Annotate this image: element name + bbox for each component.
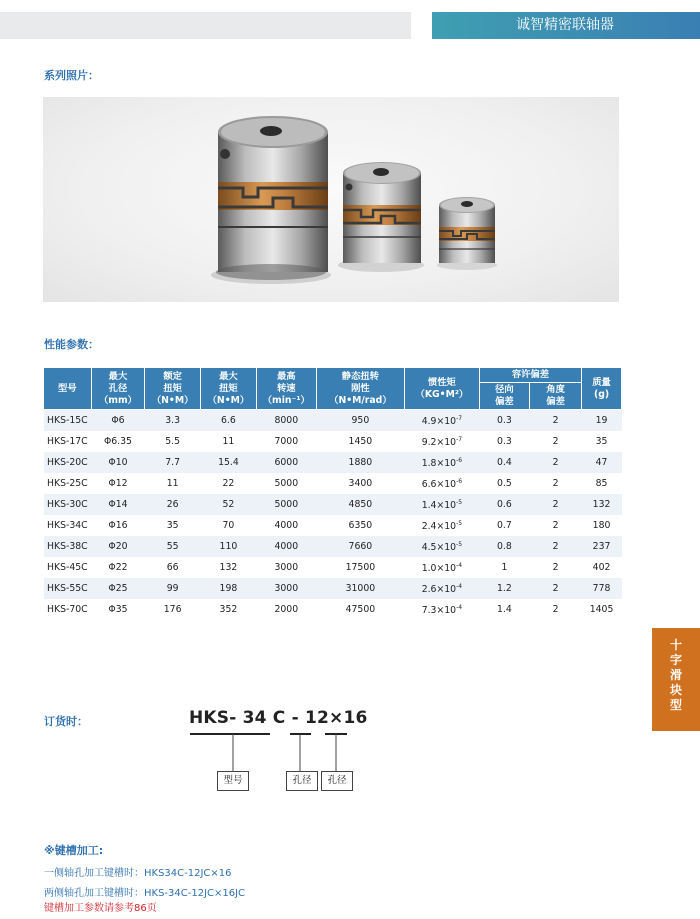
cell-angular: 2 bbox=[552, 603, 559, 615]
cell-angular: 2 bbox=[552, 456, 559, 468]
cell-radial: 1 bbox=[501, 561, 508, 573]
cell-radial: 1.2 bbox=[497, 582, 512, 594]
cell-model: HKS-25C bbox=[46, 477, 88, 489]
cell-bore: Φ12 bbox=[108, 477, 128, 489]
cell-inertia: $1.8\times 10^{-6}$ bbox=[421, 457, 463, 469]
cell-mass: 402 bbox=[592, 561, 611, 573]
cell-speed: 7000 bbox=[274, 435, 299, 447]
side-tab-char: 块 bbox=[669, 683, 682, 697]
cell-stiff: 1450 bbox=[348, 435, 373, 447]
cell-stiff: 950 bbox=[351, 414, 370, 426]
cell-rated: 5.5 bbox=[165, 435, 181, 447]
cell-radial: 0.6 bbox=[497, 498, 512, 510]
cell-stiff: 17500 bbox=[345, 561, 376, 573]
header-mass: 质量 (g) bbox=[582, 368, 622, 410]
cell-speed: 5000 bbox=[274, 477, 299, 489]
cell-inertia: $4.5\times 10^{-5}$ bbox=[421, 541, 463, 553]
cell-model: HKS-17C bbox=[46, 435, 88, 447]
cell-speed: 3000 bbox=[274, 561, 299, 573]
header-radial: 径向 偏差 bbox=[479, 383, 529, 410]
cell-mass: 1405 bbox=[589, 603, 614, 615]
header-max-speed: 最高 转速 （min⁻¹） bbox=[256, 368, 316, 410]
cell-model: HKS-34C bbox=[46, 519, 88, 531]
cell-radial: 0.3 bbox=[497, 435, 512, 447]
cell-max: 52 bbox=[222, 498, 235, 510]
header-bore: 最大 孔径 （mm） bbox=[91, 368, 145, 410]
cell-mass: 35 bbox=[595, 435, 608, 447]
cell-radial: 0.5 bbox=[497, 477, 512, 489]
cell-mass: 778 bbox=[592, 582, 611, 594]
cell-max: 22 bbox=[222, 477, 235, 489]
cell-max: 132 bbox=[219, 561, 238, 573]
cell-model: HKS-55C bbox=[46, 582, 88, 594]
cell-angular: 2 bbox=[552, 435, 559, 447]
cell-angular: 2 bbox=[552, 582, 559, 594]
cell-bore: Φ10 bbox=[108, 456, 128, 468]
cell-bore: Φ22 bbox=[108, 561, 128, 573]
header-inertia: 惯性矩 （KG•M²） bbox=[405, 368, 480, 410]
cell-model: HKS-15C bbox=[46, 414, 88, 426]
cell-bore: Φ20 bbox=[108, 540, 128, 552]
params-section-label: 性能参数： bbox=[44, 338, 99, 351]
cell-stiff: 6350 bbox=[348, 519, 373, 531]
side-tab-char: 字 bbox=[669, 653, 682, 667]
header-model: 型号 bbox=[44, 368, 92, 410]
side-tab-char: 十 bbox=[669, 638, 682, 652]
cell-angular: 2 bbox=[552, 540, 559, 552]
cell-inertia: $7.3\times 10^{-4}$ bbox=[421, 604, 463, 616]
cell-stiff: 47500 bbox=[345, 603, 376, 615]
header-angular: 角度 偏差 bbox=[530, 383, 582, 410]
cell-stiff: 4850 bbox=[348, 498, 373, 510]
cell-angular: 2 bbox=[552, 561, 559, 573]
cell-rated: 55 bbox=[166, 540, 179, 552]
keyway-line-two-sides: 两侧轴孔加工键槽时：HKS-34C-12JC×16JC bbox=[44, 888, 246, 899]
cell-model: HKS-70C bbox=[46, 603, 88, 615]
cell-speed: 4000 bbox=[274, 540, 299, 552]
cell-mass: 85 bbox=[595, 477, 608, 489]
cell-stiff: 31000 bbox=[345, 582, 376, 594]
header-stiffness: 静态扭转 刚性 （N•M/rad） bbox=[316, 368, 404, 410]
cell-model: HKS-30C bbox=[46, 498, 88, 510]
cell-inertia: $1.4\times 10^{-5}$ bbox=[421, 499, 463, 511]
cell-radial: 0.7 bbox=[497, 519, 512, 531]
header-rated-torque: 额定 扭矩 （N•M） bbox=[145, 368, 201, 410]
cell-stiff: 3400 bbox=[348, 477, 373, 489]
keyway-line-one-side: 一侧轴孔加工键槽时：HKS34C-12JC×16 bbox=[44, 868, 232, 879]
cell-max: 70 bbox=[222, 519, 235, 531]
cell-model: HKS-45C bbox=[46, 561, 88, 573]
cell-max: 11 bbox=[222, 435, 235, 447]
cell-max: 198 bbox=[219, 582, 238, 594]
order-label-bore-2: 孔径 bbox=[321, 771, 353, 791]
order-code-example: HKS- 34 C - 12×16 bbox=[189, 708, 368, 728]
keyway-reference-note: 键槽加工参数请参考86页 bbox=[44, 903, 157, 914]
cell-rated: 26 bbox=[166, 498, 179, 510]
cell-stiff: 1880 bbox=[348, 456, 373, 468]
side-tab-char: 型 bbox=[669, 698, 682, 712]
cell-rated: 66 bbox=[166, 561, 179, 573]
cell-angular: 2 bbox=[552, 477, 559, 489]
cell-rated: 99 bbox=[166, 582, 179, 594]
cell-max: 110 bbox=[219, 540, 238, 552]
cell-max: 15.4 bbox=[218, 456, 239, 468]
cell-model: HKS-20C bbox=[46, 456, 88, 468]
keyway-title: ※键槽加工: bbox=[44, 844, 104, 857]
cell-max: 6.6 bbox=[221, 414, 236, 426]
cell-rated: 176 bbox=[163, 603, 182, 615]
order-section-label: 订货时： bbox=[44, 715, 88, 728]
cell-radial: 0.3 bbox=[497, 414, 512, 426]
cell-bore: Φ6.35 bbox=[103, 435, 132, 447]
cell-speed: 2000 bbox=[274, 603, 299, 615]
cell-mass: 19 bbox=[595, 414, 608, 426]
cell-max: 352 bbox=[219, 603, 238, 615]
side-tab-char: 滑 bbox=[669, 668, 682, 682]
cell-radial: 0.8 bbox=[497, 540, 512, 552]
cell-inertia: $6.6\times 10^{-6}$ bbox=[421, 478, 463, 490]
cell-bore: Φ25 bbox=[108, 582, 128, 594]
cell-inertia: $1.0\times 10^{-4}$ bbox=[421, 562, 463, 574]
cell-rated: 3.3 bbox=[165, 414, 181, 426]
photos-section-label: 系列照片： bbox=[44, 69, 99, 82]
cell-bore: Φ14 bbox=[108, 498, 128, 510]
cell-mass: 237 bbox=[592, 540, 611, 552]
brand-title: 诚智精密联轴器 bbox=[516, 17, 614, 33]
cell-inertia: $9.2\times 10^{-7}$ bbox=[421, 436, 463, 448]
cell-bore: Φ6 bbox=[111, 414, 125, 426]
order-label-model: 型号 bbox=[217, 771, 249, 791]
cell-inertia: $4.9\times 10^{-7}$ bbox=[421, 415, 463, 427]
cell-mass: 180 bbox=[592, 519, 611, 531]
cell-mass: 132 bbox=[592, 498, 611, 510]
cell-angular: 2 bbox=[552, 414, 559, 426]
order-label-bore-1: 孔径 bbox=[286, 771, 318, 791]
cell-stiff: 7660 bbox=[348, 540, 373, 552]
cell-speed: 3000 bbox=[274, 582, 299, 594]
cell-speed: 8000 bbox=[274, 414, 299, 426]
cell-bore: Φ16 bbox=[108, 519, 128, 531]
cell-radial: 1.4 bbox=[497, 603, 512, 615]
cell-mass: 47 bbox=[595, 456, 608, 468]
cell-inertia: $2.4\times 10^{-5}$ bbox=[421, 520, 463, 532]
cell-speed: 4000 bbox=[274, 519, 299, 531]
cell-rated: 7.7 bbox=[165, 456, 181, 468]
header-misalignment: 容许偏差 bbox=[479, 368, 581, 383]
cell-speed: 5000 bbox=[274, 498, 299, 510]
cell-model: HKS-38C bbox=[46, 540, 88, 552]
cell-bore: Φ35 bbox=[108, 603, 128, 615]
cell-angular: 2 bbox=[552, 498, 559, 510]
header-max-torque: 最大 扭矩 （N•M） bbox=[201, 368, 257, 410]
cell-radial: 0.4 bbox=[497, 456, 512, 468]
cell-angular: 2 bbox=[552, 519, 559, 531]
cell-rated: 11 bbox=[166, 477, 179, 489]
cell-speed: 6000 bbox=[274, 456, 299, 468]
cell-rated: 35 bbox=[166, 519, 179, 531]
cell-inertia: $2.6\times 10^{-4}$ bbox=[421, 583, 463, 595]
